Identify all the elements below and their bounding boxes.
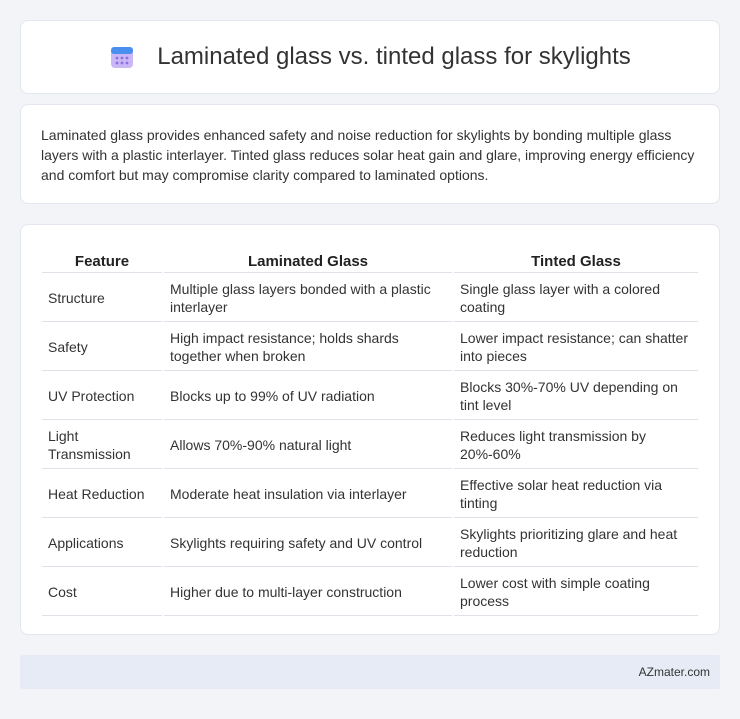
comparison-card <box>20 224 720 635</box>
header-feature: Feature <box>42 247 162 273</box>
tinted-cell: Effective solar heat reduction via tinting <box>454 471 698 518</box>
feature-cell: Light Transmission <box>42 422 162 469</box>
table-row <box>42 373 698 420</box>
header-tinted: Tinted Glass <box>454 247 698 273</box>
title-card <box>20 20 720 94</box>
tinted-cell: Single glass layer with a colored coating <box>454 275 698 322</box>
page-title: Laminated glass vs. tinted glass for skylights <box>157 43 631 70</box>
feature-cell: UV Protection <box>42 373 162 420</box>
laminated-cell: Multiple glass layers bonded with a plastic interlayer <box>164 275 452 322</box>
feature-cell: Structure <box>42 275 162 322</box>
comparison-table <box>40 245 700 618</box>
laminated-cell: Moderate heat insulation via interlayer <box>164 471 452 518</box>
footer-brand: AZmater.com <box>638 665 710 679</box>
footer <box>20 655 720 689</box>
description-card <box>20 104 720 204</box>
laminated-cell: Blocks up to 99% of UV radiation <box>164 373 452 420</box>
feature-cell: Heat Reduction <box>42 471 162 518</box>
header-laminated: Laminated Glass <box>164 247 452 273</box>
laminated-cell: Skylights requiring safety and UV control <box>164 520 452 567</box>
feature-cell: Safety <box>42 324 162 371</box>
laminated-cell: Higher due to multi-layer construction <box>164 569 452 616</box>
table-row <box>42 422 698 469</box>
tinted-cell: Lower cost with simple coating process <box>454 569 698 616</box>
table-row <box>42 324 698 371</box>
table-row <box>42 275 698 322</box>
tinted-cell: Reduces light transmission by 20%-60% <box>454 422 698 469</box>
tinted-cell: Blocks 30%-70% UV depending on tint level <box>454 373 698 420</box>
table-row <box>42 520 698 567</box>
table-row <box>42 569 698 616</box>
laminated-cell: Allows 70%-90% natural light <box>164 422 452 469</box>
tinted-cell: Lower impact resistance; can shatter into pieces <box>454 324 698 371</box>
feature-cell: Applications <box>42 520 162 567</box>
feature-cell: Cost <box>42 569 162 616</box>
calendar-icon <box>109 44 135 70</box>
laminated-cell: High impact resistance; holds shards together when broken <box>164 324 452 371</box>
table-header-row <box>42 247 698 273</box>
tinted-cell: Skylights prioritizing glare and heat reduction <box>454 520 698 567</box>
description-text: Laminated glass provides enhanced safety and noise reduction for skylights by bonding multiple glass layers with a plastic interlayer. Tinted glass reduces solar heat gain and glare, improving energy efficiency and comfort but may compromise clarity compared to laminated options. <box>41 127 695 183</box>
table-row <box>42 471 698 518</box>
